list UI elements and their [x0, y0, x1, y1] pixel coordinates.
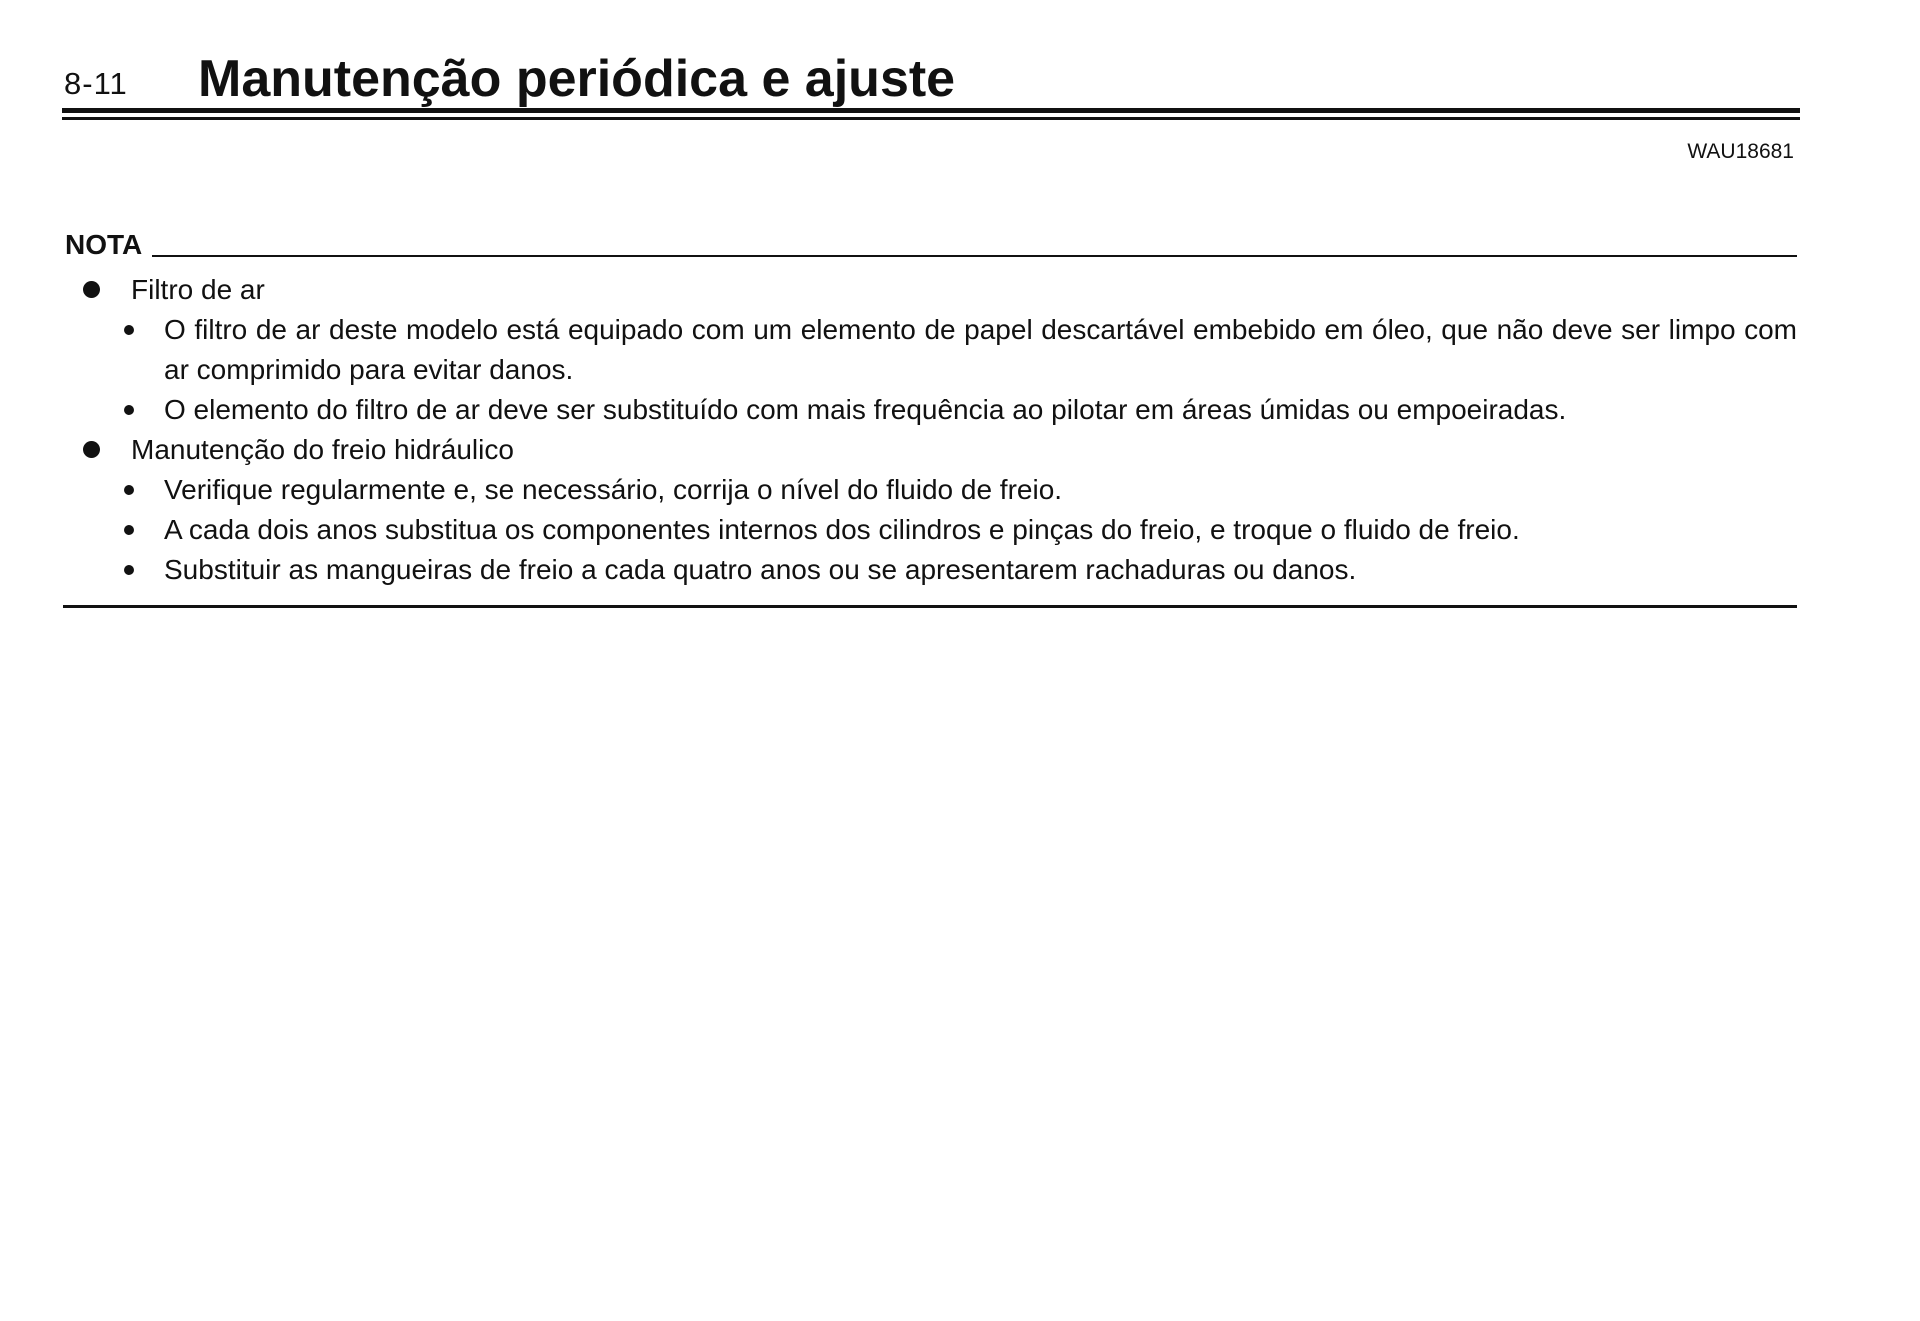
note-header-line [152, 255, 1797, 257]
list-item [65, 550, 1797, 590]
list-item-text: Verifique regularmente e, se necessário, corrija o nível do fluido de freio. [164, 474, 1063, 505]
note-label: NOTA [65, 229, 143, 260]
bullet-icon [83, 441, 100, 458]
page-title: Manutenção periódica e ajuste [198, 50, 956, 108]
note-section-air-filter [65, 270, 1797, 430]
section-heading-text: Manutenção do freio hidráulico [131, 434, 514, 465]
list-item-text: A cada dois anos substitua os componentes internos dos cilindros e pinças do freio, e troque o fluido de freio. [164, 514, 1520, 545]
section-heading [65, 430, 1797, 470]
document-code: WAU18681 [1687, 140, 1794, 163]
note-section-hydraulic-brake [65, 430, 1797, 590]
list-item-text: O elemento do filtro de ar deve ser substituído com mais frequência ao pilotar em áreas úmidas ou empoeiradas. [164, 394, 1567, 425]
title-rule-thin [62, 117, 1800, 120]
note-body [65, 270, 1797, 590]
list-item-text: Substituir as mangueiras de freio a cada quatro anos ou se apresentarem rachaduras ou danos. [164, 554, 1357, 585]
note-header [65, 226, 1797, 262]
list-item [65, 390, 1797, 430]
small-bullet-icon [124, 565, 134, 575]
page-number: 8-11 [64, 66, 128, 101]
list-item [65, 510, 1797, 550]
note-end-rule [63, 605, 1797, 608]
bullet-icon [83, 281, 100, 298]
section-heading [65, 270, 1797, 310]
small-bullet-icon [124, 405, 134, 415]
small-bullet-icon [124, 325, 134, 335]
list-item [65, 310, 1797, 390]
title-rule-thick [62, 108, 1800, 113]
list-item-text: O filtro de ar deste modelo está equipado com um elemento de papel descartável embebido em óleo, que não deve ser limpo com ar comprimido para evitar danos. [164, 314, 1797, 385]
section-heading-text: Filtro de ar [131, 274, 265, 305]
small-bullet-icon [124, 525, 134, 535]
small-bullet-icon [124, 485, 134, 495]
list-item [65, 470, 1797, 510]
